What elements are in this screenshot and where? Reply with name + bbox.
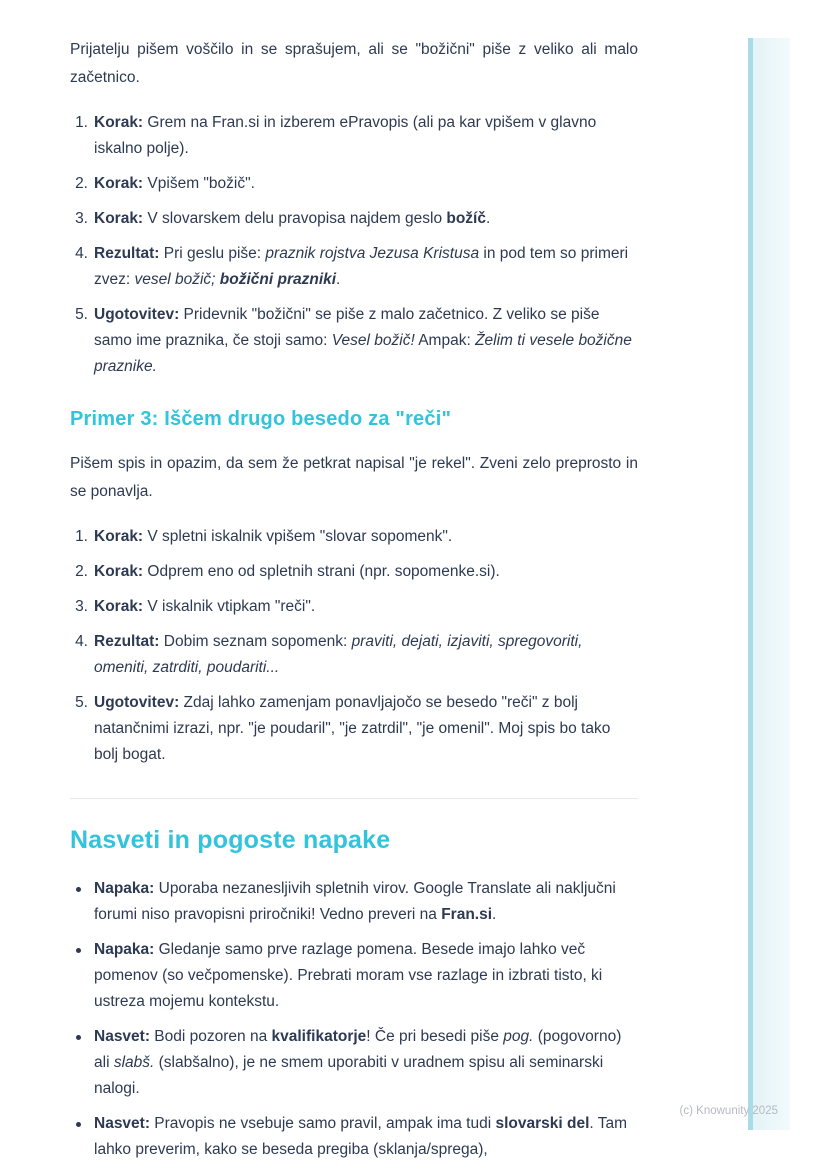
step-number: 1.	[75, 528, 88, 545]
tip-text: Napaka: Gledanje samo prve razlage pomena. Besede imajo lahko več pomenov (so večpomenske). Prebrati moram vse razlage in izbrati tisto, ki ustreza mojemu kontekstu.	[94, 941, 603, 1010]
step-text: Rezultat: Pri geslu piše: praznik rojstva Jezusa Kristusa in pod tem so primeri zvez: vesel božič; božični prazniki.	[94, 245, 629, 288]
content-column	[70, 36, 638, 1172]
section-heading-primer3: Primer 3: Iščem drugo besedo za "reči"	[70, 408, 452, 430]
step-item	[70, 302, 638, 380]
step-item	[70, 206, 638, 232]
step-text: Korak: Odprem eno od spletnih strani (npr. sopomenke.si).	[94, 563, 500, 580]
step-item	[70, 171, 638, 197]
step-item	[70, 241, 638, 293]
step-number: 3.	[75, 598, 88, 615]
page-edge-highlight-bar	[748, 38, 790, 1130]
step-item	[70, 110, 638, 162]
section-heading-tips: Nasveti in pogoste napake	[70, 826, 391, 854]
bullet-dot-icon	[76, 887, 81, 892]
tip-item	[70, 1111, 638, 1163]
step-item	[70, 690, 638, 768]
tip-text: Napaka: Uporaba nezanesljivih spletnih virov. Google Translate ali naključni forumi niso pravopisni priročniki! Vedno preveri na Fran.si.	[94, 880, 616, 923]
step-number: 2.	[75, 563, 88, 580]
steps-list-1	[70, 110, 638, 380]
step-number: 4.	[75, 633, 88, 650]
step-item	[70, 524, 638, 550]
step-number: 2.	[75, 175, 88, 192]
primer3-paragraph: Pišem spis in opazim, da sem že petkrat napisal "je rekel". Zveni zelo preprosto in se ponavlja.	[70, 455, 638, 500]
tips-list	[70, 876, 638, 1163]
step-text: Ugotovitev: Pridevnik "božični" se piše z malo začetnico. Z veliko se piše samo ime praznika, če stoji samo: Vesel božič! Ampak: Želim ti vesele božične praznike.	[94, 306, 632, 375]
step-item	[70, 629, 638, 681]
step-text: Korak: Vpišem "božič".	[94, 175, 255, 192]
step-item	[70, 559, 638, 585]
tip-item	[70, 1024, 638, 1102]
step-number: 5.	[75, 306, 88, 323]
step-number: 1.	[75, 114, 88, 131]
bullet-dot-icon	[76, 948, 81, 953]
section-divider	[70, 798, 638, 799]
step-number: 3.	[75, 210, 88, 227]
intro-paragraph: Prijatelju pišem voščilo in se sprašujem, ali se "božični" piše z veliko ali malo začetnico.	[70, 41, 638, 86]
tip-text: Nasvet: Bodi pozoren na kvalifikatorje! Če pri besedi piše pog. (pogovorno) ali slabš. (slabšalno), je ne smem uporabiti v uradnem spisu ali seminarski nalogi.	[94, 1028, 622, 1097]
steps-list-2	[70, 524, 638, 768]
step-item	[70, 594, 638, 620]
bullet-dot-icon	[76, 1122, 81, 1127]
tip-text: Nasvet: Pravopis ne vsebuje samo pravil, ampak ima tudi slovarski del. Tam lahko preverim, kako se beseda pregiba (sklanja/sprega),	[94, 1115, 628, 1158]
step-text: Korak: Grem na Fran.si in izberem ePravopis (ali pa kar vpišem v glavno iskalno polje).	[94, 114, 597, 157]
step-text: Korak: V slovarskem delu pravopisa najdem geslo božíč.	[94, 210, 491, 227]
step-text: Korak: V spletni iskalnik vpišem "slovar sopomenk".	[94, 528, 453, 545]
step-text: Rezultat: Dobim seznam sopomenk: praviti, dejati, izjaviti, spregovoriti, omeniti, zatrditi, poudariti...	[94, 633, 583, 676]
bullet-dot-icon	[76, 1035, 81, 1040]
step-text: Ugotovitev: Zdaj lahko zamenjam ponavljajočo se besedo "reči" z bolj natančnimi izrazi, npr. "je poudaril", "je zatrdil", "je omenil". Moj spis bo tako bolj bogat.	[94, 694, 611, 763]
watermark-text: (c) Knowunity 2025	[679, 1105, 778, 1117]
tip-item	[70, 876, 638, 928]
step-number: 5.	[75, 694, 88, 711]
step-number: 4.	[75, 245, 88, 262]
tip-item	[70, 937, 638, 1015]
step-text: Korak: V iskalnik vtipkam "reči".	[94, 598, 316, 615]
